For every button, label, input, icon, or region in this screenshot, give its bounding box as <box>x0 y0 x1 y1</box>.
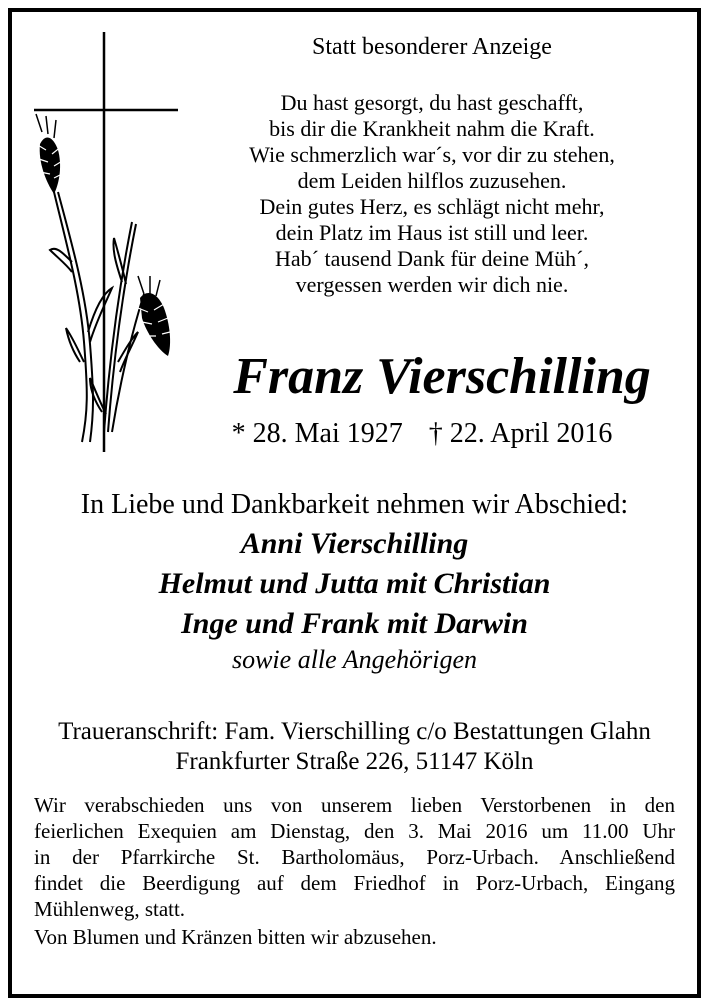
service-line: Mühlenweg, statt. <box>34 897 186 921</box>
wheat-icon <box>50 192 144 442</box>
wheat-ear-left <box>36 114 64 194</box>
address-line: Traueranschrift: Fam. Vierschilling c/o Bestattungen Glahn <box>58 718 651 745</box>
cross-icon <box>34 32 178 452</box>
death-date: † 22. April 2016 <box>428 418 613 449</box>
deceased-name: Franz Vierschilling <box>233 348 651 405</box>
service-line: feierlichen Exequien am Dienstag, den 3. Mai 2016 um 11.00 Uhr <box>34 819 675 843</box>
cross-and-wheat-illustration <box>32 32 192 452</box>
poem-line: Hab´ tausend Dank für deine Müh´, <box>274 246 589 271</box>
mourners-list <box>12 524 697 678</box>
flowers-note: Von Blumen und Kränzen bitten wir abzusehen. <box>34 925 437 949</box>
other-relatives: sowie alle Angehörigen <box>231 645 478 674</box>
mourning-address <box>12 717 697 777</box>
service-details <box>34 792 675 922</box>
poem-line: Wie schmerzlich war´s, vor dir zu stehen, <box>249 142 615 167</box>
wheat-ear-right <box>138 276 170 356</box>
mourner-name: Inge und Frank mit Darwin <box>181 607 528 640</box>
memorial-poem <box>202 90 662 298</box>
notice-header: Statt besonderer Anzeige <box>312 34 552 60</box>
life-dates <box>202 417 642 451</box>
poem-line: Dein gutes Herz, es schlägt nicht mehr, <box>259 194 605 219</box>
farewell-line: In Liebe und Dankbarkeit nehmen wir Abschied: <box>80 489 629 520</box>
birth-date: * 28. Mai 1927 <box>231 418 403 449</box>
poem-line: dem Leiden hilflos zuzusehen. <box>297 168 567 193</box>
mourner-name: Anni Vierschilling <box>240 527 469 560</box>
service-line: Wir verabschieden uns von unserem lieben Verstorbenen in den <box>34 793 675 817</box>
obituary-notice <box>8 8 701 998</box>
poem-line: dein Platz im Haus ist still und leer. <box>275 220 589 245</box>
poem-line: bis dir die Krankheit nahm die Kraft. <box>269 116 595 141</box>
mourner-name: Helmut und Jutta mit Christian <box>158 567 551 600</box>
address-line: Frankfurter Straße 226, 51147 Köln <box>175 748 534 775</box>
poem-line: Du hast gesorgt, du hast geschafft, <box>280 90 584 115</box>
poem-line: vergessen werden wir dich nie. <box>295 272 569 297</box>
service-line: findet die Beerdigung auf dem Friedhof in Porz-Urbach, Eingang <box>34 871 675 895</box>
service-line: in der Pfarrkirche St. Bartholomäus, Porz-Urbach. Anschließend <box>34 845 675 869</box>
